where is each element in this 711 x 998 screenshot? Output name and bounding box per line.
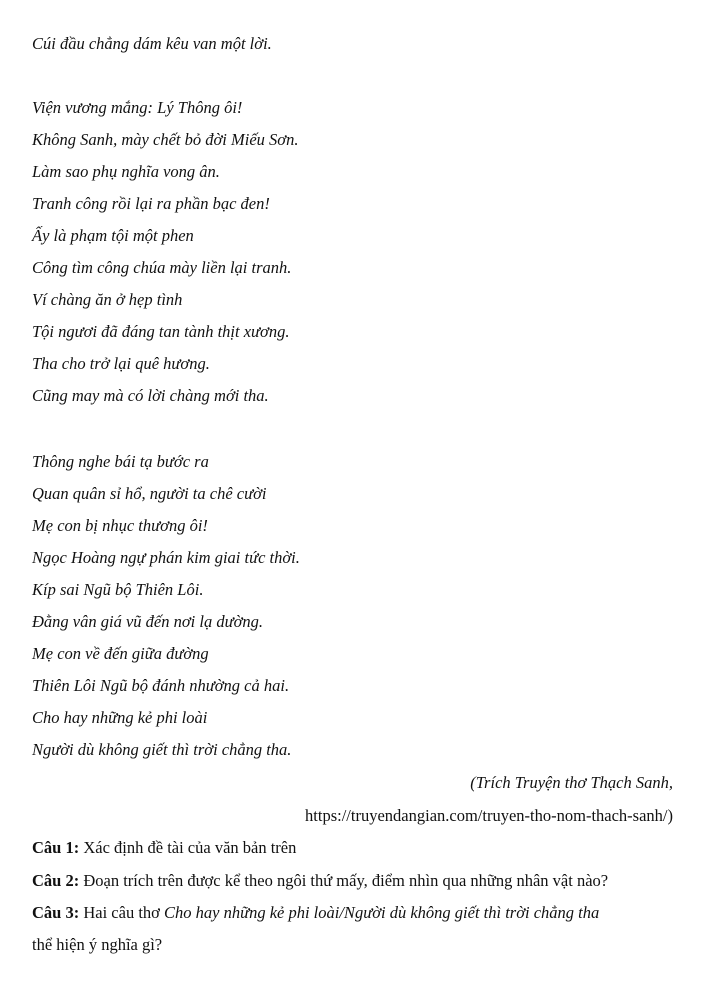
question-text: Đoạn trích trên được kể theo ngôi thứ mấy, điểm nhìn qua những nhân vật nào? [79, 871, 609, 890]
question-label: Câu 3: [32, 903, 80, 922]
question-1 [32, 838, 296, 858]
poem-line: Cho hay những kẻ phi loài [32, 708, 208, 727]
source-url: https://truyendangian.com/truyen-tho-nom-thach-sanh/) [305, 806, 673, 825]
question-3-continuation: thể hiện ý nghĩa gì? [32, 935, 163, 954]
poem-line: Cũng may mà có lời chàng mới tha. [32, 386, 269, 405]
poem-line: Người dù không giết thì trời chẳng tha. [32, 740, 292, 759]
question-text: Hai câu thơ [79, 903, 164, 922]
poem-line: Ngọc Hoàng ngự phán kim giai tức thời. [32, 548, 300, 567]
question-2 [32, 871, 608, 891]
poem-line: Không Sanh, mày chết bỏ đời Miếu Sơn. [32, 130, 299, 149]
poem-line: Tội ngươi đã đáng tan tành thịt xương. [32, 322, 290, 341]
poem-line: Đằng vân giá vũ đến nơi lạ dường. [32, 612, 263, 631]
question-text: Xác định đề tài của văn bản trên [79, 838, 297, 857]
poem-line: Ví chàng ăn ở hẹp tình [32, 290, 183, 309]
source-citation: (Trích Truyện thơ Thạch Sanh, [470, 773, 673, 792]
poem-line: Tranh công rồi lại ra phần bạc đen! [32, 194, 270, 213]
poem-line: Quan quân sỉ hổ, người ta chê cười [32, 484, 267, 503]
question-quote: Cho hay những kẻ phi loài/Người dù không giết thì trời chẳng tha [164, 903, 600, 922]
poem-line: Mẹ con về đến giữa đường [32, 644, 209, 663]
poem-line: Công tìm công chúa mày liền lại tranh. [32, 258, 292, 277]
poem-line: Viện vương mắng: Lý Thông ôi! [32, 98, 243, 117]
poem-line: Thông nghe bái tạ bước ra [32, 452, 209, 471]
poem-line: Mẹ con bị nhục thương ôi! [32, 516, 208, 535]
question-label: Câu 1: [32, 838, 80, 857]
question-3 [32, 903, 599, 923]
poem-line: Ấy là phạm tội một phen [32, 226, 194, 245]
poem-line: Kíp sai Ngũ bộ Thiên Lôi. [32, 580, 204, 599]
question-label: Câu 2: [32, 871, 80, 890]
poem-line: Tha cho trở lại quê hương. [32, 354, 210, 373]
poem-line: Cúi đầu chẳng dám kêu van một lời. [32, 34, 272, 53]
poem-line: Làm sao phụ nghĩa vong ân. [32, 162, 220, 181]
poem-line: Thiên Lôi Ngũ bộ đánh nhường cả hai. [32, 676, 290, 695]
